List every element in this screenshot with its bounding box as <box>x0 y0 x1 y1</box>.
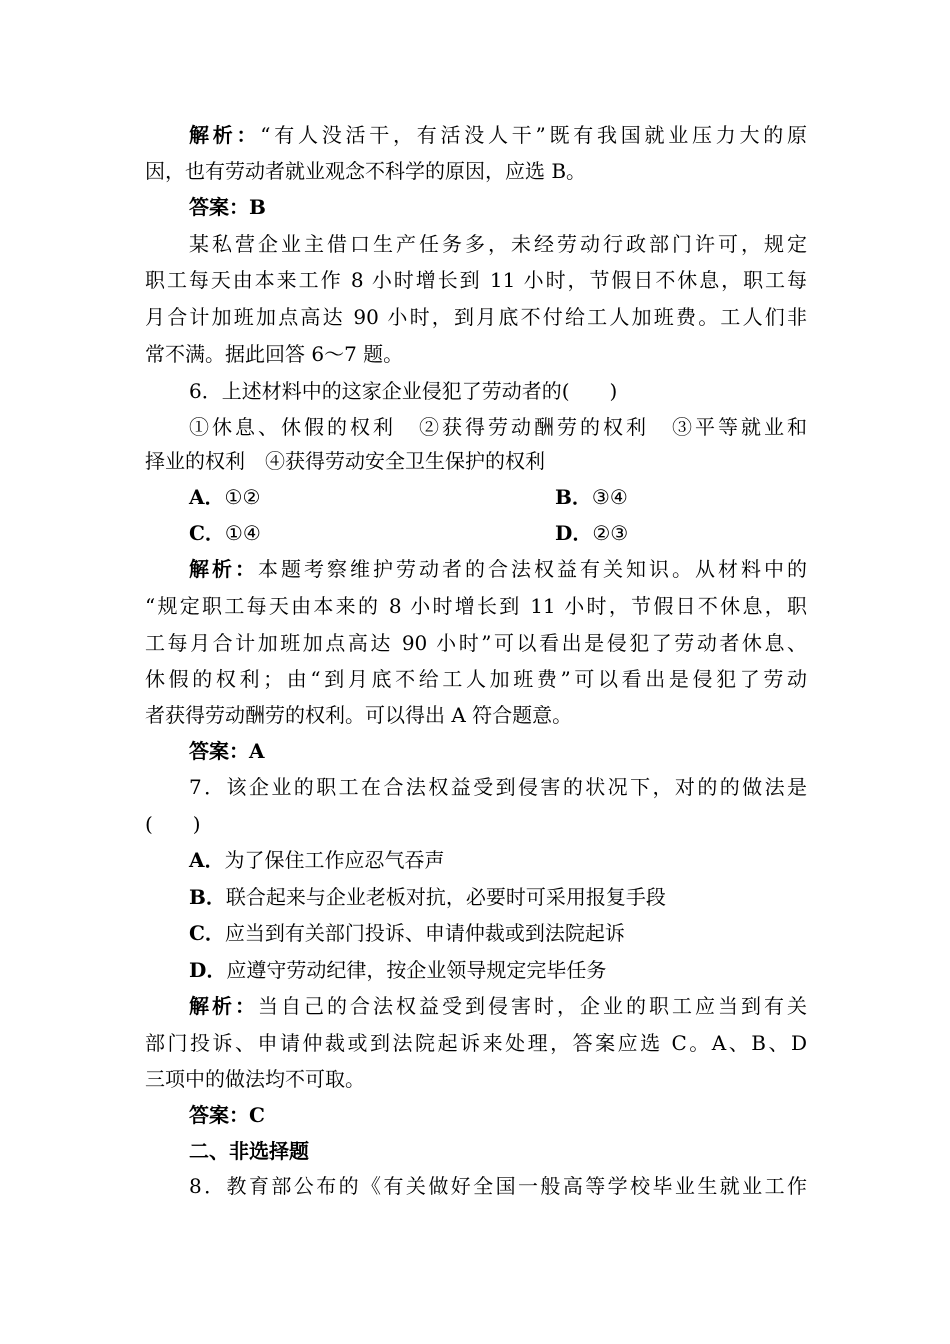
q6-option-c[interactable]: C．①④ <box>189 521 261 545</box>
q6-analysis-line-1 <box>189 554 807 584</box>
q5-answer: 答案：B <box>189 195 266 219</box>
analysis-label: 解析： <box>189 994 258 1018</box>
q6-items-line-2: 择业的权利 ④获得劳动安全卫生保护的权利 <box>145 449 545 473</box>
q5-analysis-line-2: 因，也有劳动者就业观念不科学的原因，应选 B。 <box>145 159 587 183</box>
q7-answer: 答案：C <box>189 1103 265 1127</box>
q6-analysis-line-3: 工每月合计加班加点高达 90 小时”可以看出是侵犯了劳动者休息、 <box>145 631 807 655</box>
q8-stem-line-1: 8．教育部公布的《有关做好全国一般高等学校毕业生就业工作 <box>189 1174 807 1198</box>
q7-option-b[interactable]: B．联合起来与企业老板对抗，必要时可采用报复手段 <box>189 885 666 909</box>
material-line-2: 职工每天由本来工作 8 小时增长到 11 小时，节假日不休息，职工每 <box>145 268 807 292</box>
analysis-label: 解析： <box>189 557 258 581</box>
q6-items-line-1: ①休息、休假的权利 ②获得劳动酬劳的权利 ③平等就业和 <box>189 415 807 439</box>
q7-stem-line-1: 7．该企业的职工在合法权益受到侵害的状况下，对的的做法是 <box>189 775 807 799</box>
section-heading: 二、非选择题 <box>189 1139 309 1163</box>
material-line-4: 常不满。据此回答 6～7 题。 <box>145 342 404 366</box>
q7-analysis-line-2: 部门投诉、申请仲裁或到法院起诉来处理，答案应选 C。A、B、D <box>145 1031 807 1055</box>
q6-option-b[interactable]: B．③④ <box>555 485 628 509</box>
analysis-label: 解析： <box>189 123 261 147</box>
material-line-1: 某私营企业主借口生产任务多，未经劳动行政部门许可，规定 <box>189 232 807 256</box>
q7-option-a[interactable]: A．为了保住工作应忍气吞声 <box>189 848 445 872</box>
q6-options-row-1 <box>189 482 807 512</box>
q6-answer: 答案：A <box>189 739 265 763</box>
q5-analysis-line-1 <box>189 120 807 150</box>
q7-option-c[interactable]: C．应当到有关部门投诉、申请仲裁或到法院起诉 <box>189 921 625 945</box>
analysis-text: 本题考察维护劳动者的合法权益有关知识。从材料中的 <box>258 557 807 581</box>
q6-analysis-line-5: 者获得劳动酬劳的权利。可以得出 A 符合题意。 <box>145 703 573 727</box>
q7-analysis-line-1 <box>189 991 807 1021</box>
q6-options-row-2 <box>189 518 807 548</box>
material-line-3: 月合计加班加点高达 90 小时，到月底不付给工人加班费。工人们非 <box>145 305 807 329</box>
q6-analysis-line-4: 休假的权利；由“到月底不给工人加班费”可以看出是侵犯了劳动 <box>145 667 807 691</box>
q6-analysis-line-2: “规定职工每天由本来的 8 小时增长到 11 小时，节假日不休息，职 <box>145 594 807 618</box>
q6-option-d[interactable]: D．②③ <box>555 521 629 545</box>
q6-stem: 6．上述材料中的这家企业侵犯了劳动者的( ) <box>189 379 618 403</box>
analysis-text: “有人没活干，有活没人干”既有我国就业压力大的原 <box>260 123 808 147</box>
q7-analysis-line-3: 三项中的做法均不可取。 <box>145 1067 365 1091</box>
analysis-text: 当自己的合法权益受到侵害时，企业的职工应当到有关 <box>258 994 807 1018</box>
q7-option-d[interactable]: D．应遵守劳动纪律，按企业领导规定完毕任务 <box>189 958 607 982</box>
q7-stem-line-2: ( ) <box>145 812 201 836</box>
q6-option-a[interactable]: A．①② <box>189 485 261 509</box>
